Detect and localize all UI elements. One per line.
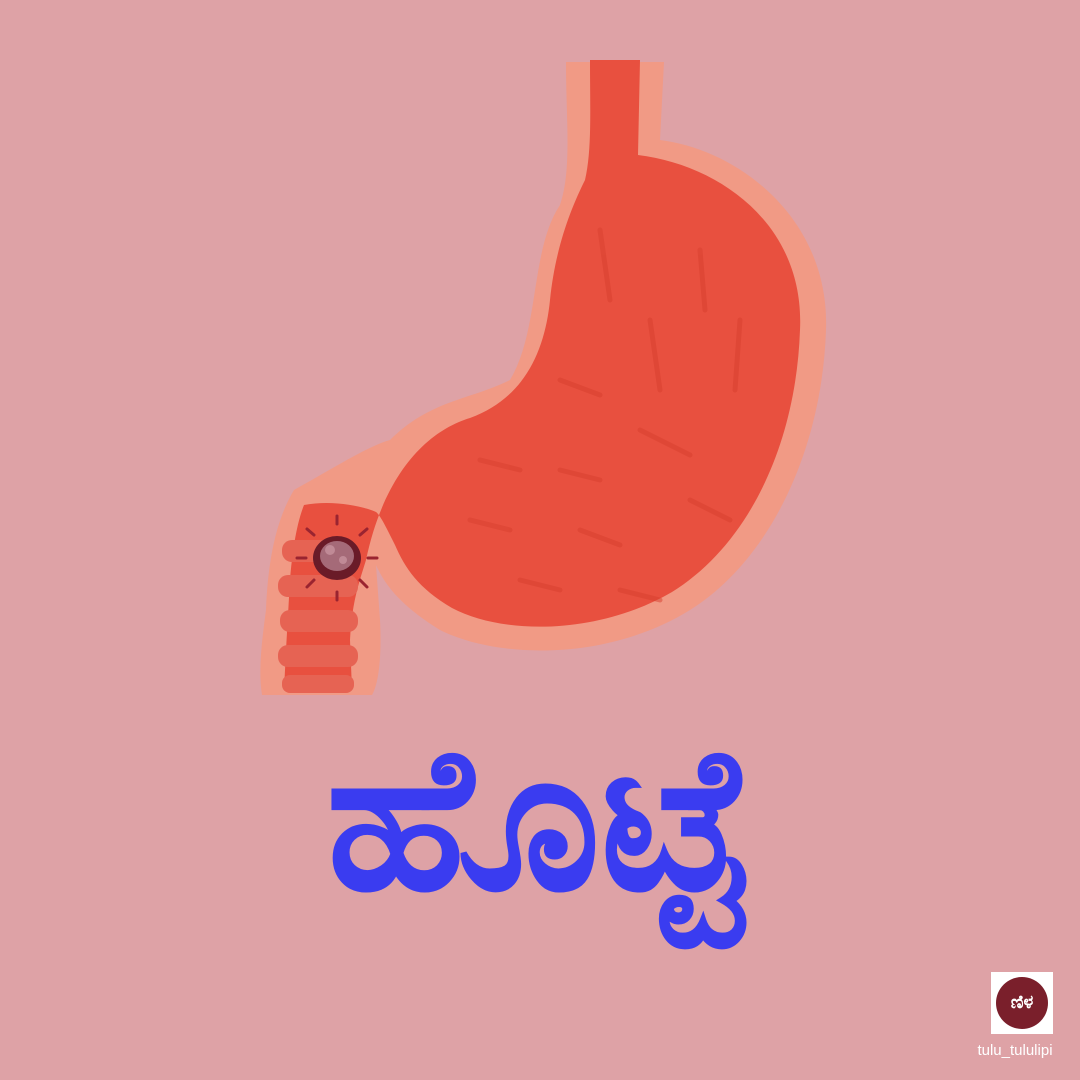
word-stomach-tulu: ಹೊಟ್ಟೆ xyxy=(326,703,754,936)
logo-circle xyxy=(996,977,1048,1029)
brand-handle: tulu_tululipi xyxy=(977,1042,1053,1059)
tululipi-logo-icon xyxy=(991,972,1053,1034)
logo-text: ಣಿಳ xyxy=(1010,992,1034,1013)
stomach-with-ulcer-icon xyxy=(240,40,840,720)
